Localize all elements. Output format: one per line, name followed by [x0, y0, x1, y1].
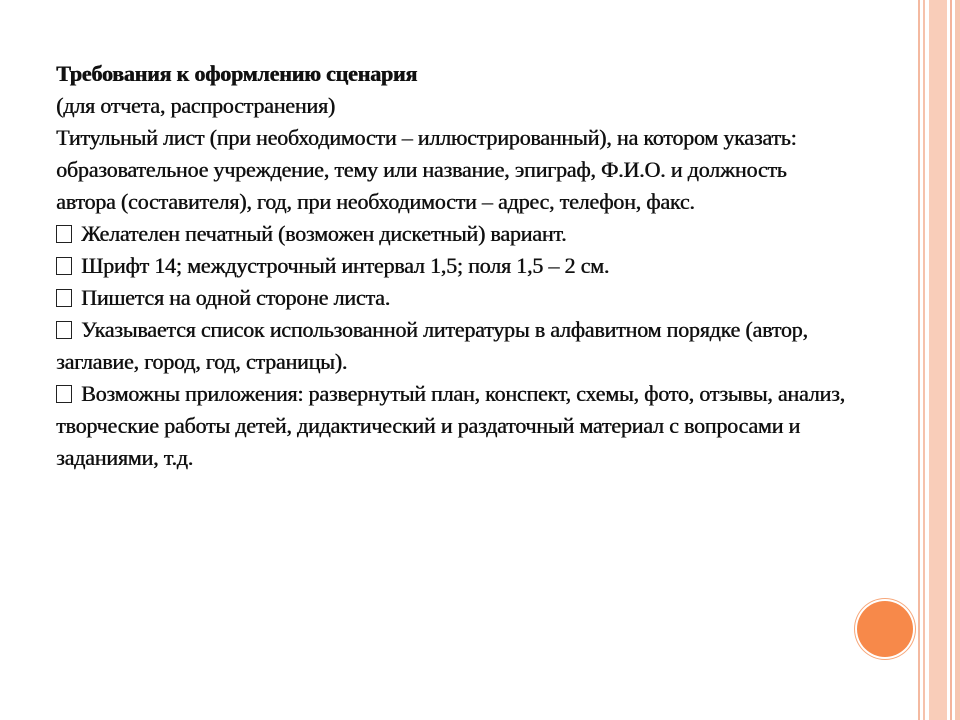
- bullet-text: Пишется на одной стороне листа.: [81, 285, 390, 310]
- bullet-item: [56, 378, 846, 474]
- intro-paragraph: Титульный лист (при необходимости – иллюстрированный), на котором указать: образовательное учреждение, тему или название, эпиграф, Ф.И.О. и должность автора (составителя), год, при необходимости – адрес, телефон, факс.: [56, 125, 797, 214]
- missing-glyph-box-icon: [56, 321, 72, 339]
- stripe: [929, 0, 947, 720]
- decorative-stripes: [918, 0, 960, 720]
- bullet-item: [56, 250, 846, 282]
- slide-subheading: (для отчета, распространения): [56, 93, 335, 118]
- missing-glyph-box-icon: [56, 289, 72, 307]
- bullet-text: Возможны приложения: развернутый план, конспект, схемы, фото, отзывы, анализ, творческие работы детей, дидактический и раздаточный материал с вопросами и заданиями, т.д.: [56, 381, 845, 470]
- stripe: [923, 0, 925, 720]
- slide-body: [56, 58, 846, 474]
- bullet-item: [56, 314, 846, 378]
- bullet-item: [56, 282, 846, 314]
- missing-glyph-box-icon: [56, 385, 72, 403]
- bullet-text: Желателен печатный (возможен дискетный) вариант.: [81, 221, 567, 246]
- slide-heading: Требования к оформлению сценария: [56, 61, 417, 86]
- bullet-item: [56, 218, 846, 250]
- bullet-text: Указывается список использованной литературы в алфавитном порядке (автор, заглавие, город, год, страницы).: [56, 317, 808, 374]
- missing-glyph-box-icon: [56, 257, 72, 275]
- orange-circle-decoration: [857, 601, 913, 657]
- stripe: [950, 0, 952, 720]
- bullet-text: Шрифт 14; междустрочный интервал 1,5; поля 1,5 – 2 см.: [81, 253, 610, 278]
- missing-glyph-box-icon: [56, 225, 72, 243]
- stripe: [955, 0, 960, 720]
- stripe: [918, 0, 920, 720]
